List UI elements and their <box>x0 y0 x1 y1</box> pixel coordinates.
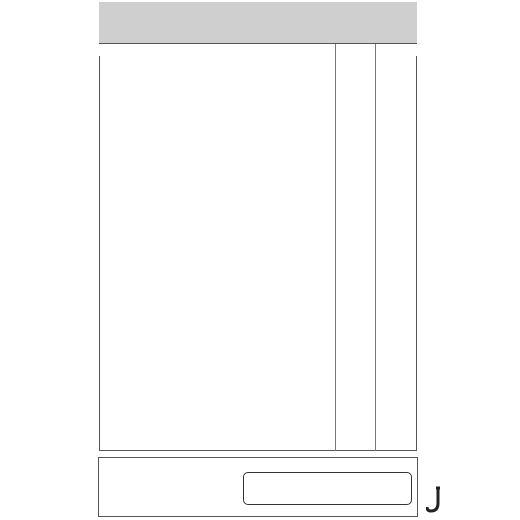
nutrition-table <box>99 2 417 451</box>
barcode-number <box>243 472 412 505</box>
column-divider-2 <box>375 44 376 451</box>
table-title <box>99 2 417 44</box>
column-divider-1 <box>335 44 336 451</box>
hook-icon <box>426 485 446 515</box>
column-header <box>99 44 417 56</box>
